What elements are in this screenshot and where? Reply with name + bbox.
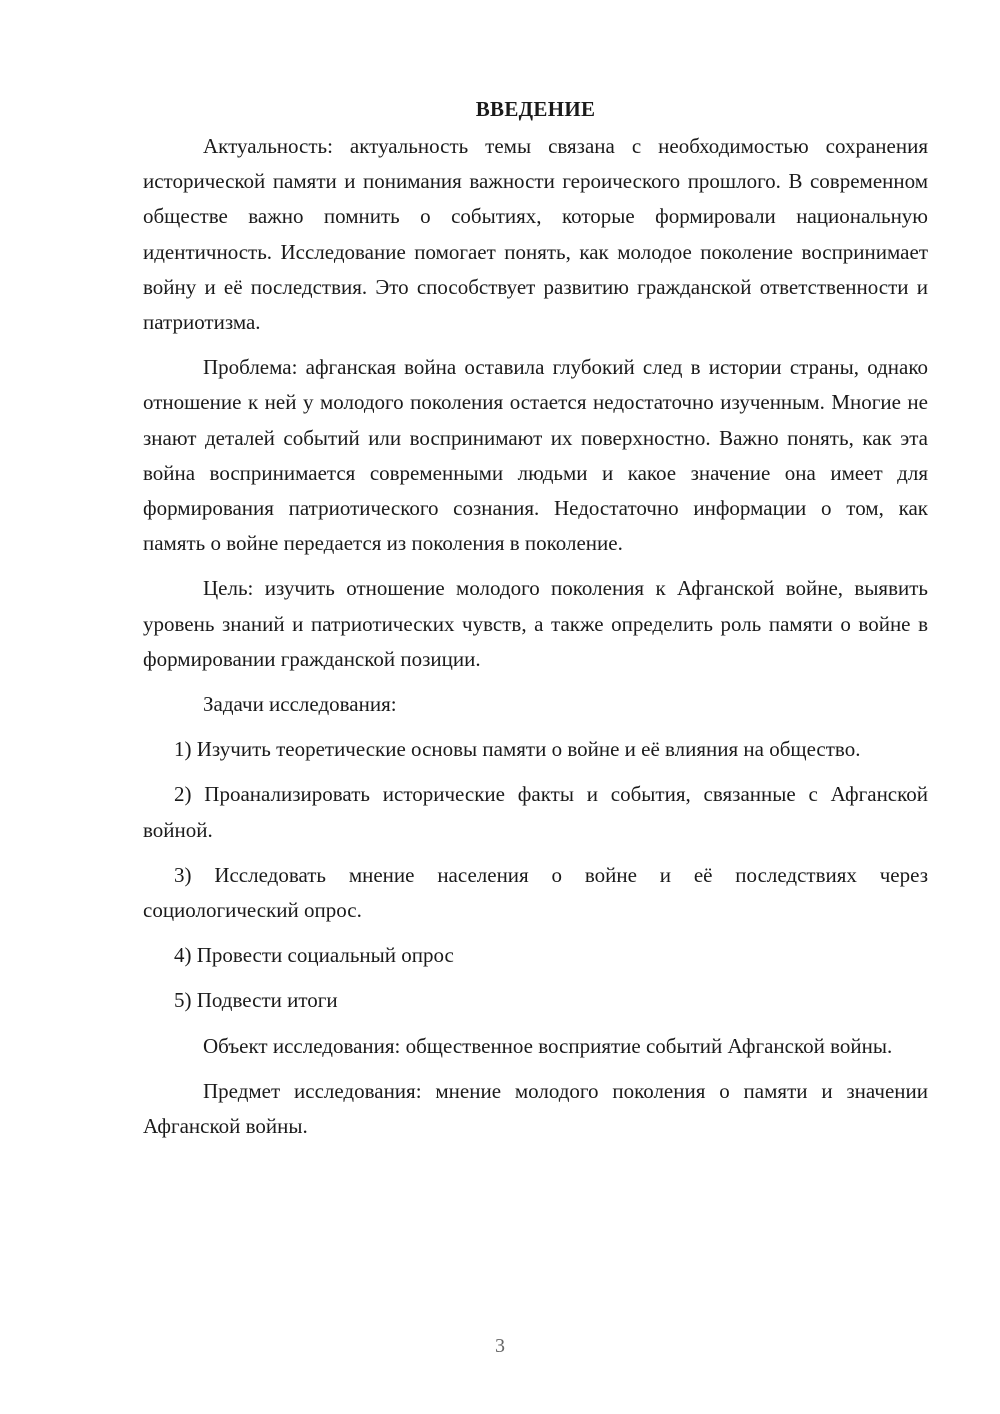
task-item: 5) Подвести итоги (174, 988, 338, 1013)
task-item: 4) Провести социальный опрос (174, 943, 454, 968)
task-item: 1) Изучить теоретические основы памяти о войне и её влияния на общество. (174, 737, 861, 762)
tasks-heading: Задачи исследования: (203, 692, 397, 717)
task-item: 2) Проанализировать исторические факты и события, связанные с Афганской войной. (143, 782, 928, 842)
document-page (143, 92, 928, 1154)
document-title: ВВЕДЕНИЕ (475, 97, 596, 121)
object-paragraph: Объект исследования: общественное восприятие событий Афганской войны. (203, 1033, 893, 1058)
subject-paragraph: Предмет исследования: мнение молодого поколения о памяти и значении Афганской войны. (143, 1078, 928, 1139)
task-item: 3) Исследовать мнение населения о войне и её последствиях через социологический опрос. (143, 862, 928, 923)
tasks-list (143, 732, 928, 1018)
page-number: 3 (495, 1335, 505, 1357)
problem-paragraph: Проблема: афганская война оставила глубокий след в истории страны, однако отношение к ней у молодого поколения остается недостаточно изученным. Многие не знают деталей событий или воспринимают их поверхностно. Важно понять, как эта война воспринимается современными людьми и какое значение она имеет для формирования патриотического сознания. Недостаточно информации о том, как память о войне передается из поколения в поколение. (143, 355, 928, 556)
relevance-paragraph: Актуальность: актуальность темы связана с необходимостью сохранения исторической памяти и понимания важности героического прошлого. В современном обществе важно помнить о событиях, которые формировали национальную идентичность. Исследование помогает понять, как молодое поколение воспринимает войну и её последствия. Это способствует развитию гражданской ответственности и патриотизма. (143, 134, 928, 335)
goal-paragraph: Цель: изучить отношение молодого поколения к Афганской войне, выявить уровень знаний и патриотических чувств, а также определить роль памяти о войне в формировании гражданской позиции. (143, 576, 928, 671)
